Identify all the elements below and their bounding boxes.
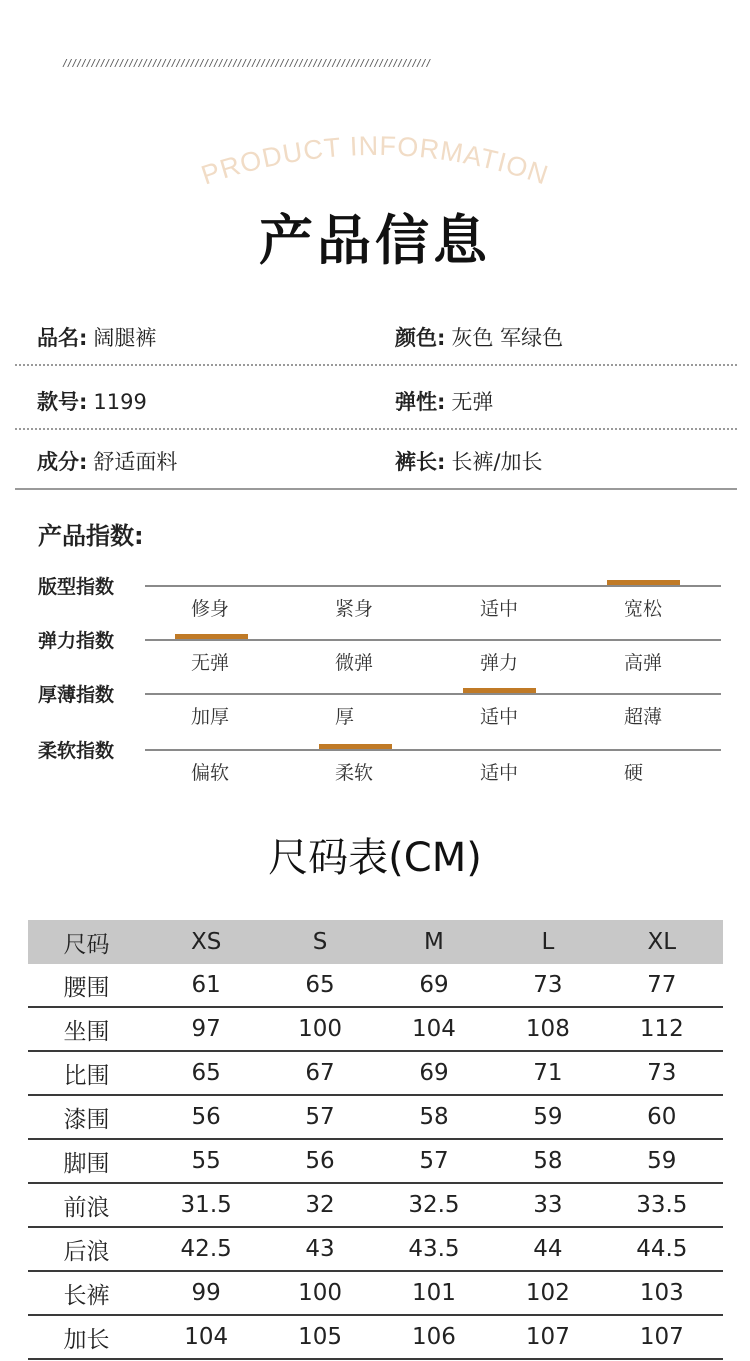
size-value-cell: 33.5 <box>601 1183 723 1227</box>
index-option: 柔软 <box>335 762 374 784</box>
size-value-cell: 112 <box>601 1007 723 1051</box>
table-row <box>28 1315 723 1359</box>
table-row <box>28 1227 723 1271</box>
info-cell <box>395 446 542 476</box>
index-scale-line <box>145 749 721 751</box>
size-value-cell: 44.5 <box>601 1227 723 1271</box>
size-value-cell: 97 <box>145 1007 267 1051</box>
index-option: 修身 <box>191 598 230 620</box>
measurement-name-cell: 脚围 <box>28 1139 145 1183</box>
size-value-cell: 65 <box>267 964 373 1007</box>
index-scale-line <box>145 585 721 587</box>
index-selected-marker <box>319 744 392 749</box>
size-header-cell: XL <box>601 920 723 964</box>
size-header-cell: S <box>267 920 373 964</box>
info-cell <box>37 386 147 416</box>
table-row <box>28 1051 723 1095</box>
index-label: 柔软指数 <box>38 740 115 762</box>
size-value-cell: 56 <box>145 1095 267 1139</box>
index-option: 适中 <box>480 598 519 620</box>
size-value-cell: 56 <box>267 1139 373 1183</box>
index-option: 厚 <box>335 706 355 728</box>
size-header-cell: M <box>373 920 495 964</box>
size-value-cell: 103 <box>601 1271 723 1315</box>
info-key: 裤长: <box>395 450 446 474</box>
decorative-slash-line: ////////////////////////////////////////////////////////////////////////////// <box>62 58 431 69</box>
index-row <box>0 626 750 676</box>
info-row <box>15 366 737 430</box>
info-key: 品名: <box>37 326 88 350</box>
measurement-name-cell: 加长 <box>28 1315 145 1359</box>
info-value: 阔腿裤 <box>93 326 157 350</box>
index-row <box>0 736 750 786</box>
info-cell <box>395 386 493 416</box>
size-value-cell: 65 <box>145 1051 267 1095</box>
size-chart-title: 尺码表(CM) <box>268 835 482 881</box>
index-heading: 产品指数: <box>38 522 144 550</box>
size-value-cell: 43 <box>267 1227 373 1271</box>
table-row <box>28 964 723 1007</box>
size-value-cell: 77 <box>601 964 723 1007</box>
size-value-cell: 104 <box>373 1007 495 1051</box>
size-value-cell: 104 <box>145 1315 267 1359</box>
info-value: 灰色 军绿色 <box>451 326 564 350</box>
index-option: 适中 <box>480 762 519 784</box>
size-value-cell: 100 <box>267 1271 373 1315</box>
size-value-cell: 71 <box>495 1051 601 1095</box>
info-cell <box>37 446 177 476</box>
index-option: 超薄 <box>624 706 663 728</box>
info-cell <box>395 322 563 352</box>
info-row <box>15 426 737 490</box>
size-value-cell: 69 <box>373 1051 495 1095</box>
size-value-cell: 57 <box>373 1139 495 1183</box>
size-header-cell: L <box>495 920 601 964</box>
index-option: 弹力 <box>480 652 519 674</box>
size-value-cell: 42.5 <box>145 1227 267 1271</box>
table-row <box>28 1183 723 1227</box>
size-value-cell: 102 <box>495 1271 601 1315</box>
size-value-cell: 107 <box>495 1315 601 1359</box>
size-value-cell: 44 <box>495 1227 601 1271</box>
index-option: 紧身 <box>335 598 374 620</box>
size-value-cell: 58 <box>495 1139 601 1183</box>
index-option: 偏软 <box>191 762 230 784</box>
info-value: 长裤/加长 <box>451 450 543 474</box>
size-value-cell: 57 <box>267 1095 373 1139</box>
size-value-cell: 32.5 <box>373 1183 495 1227</box>
size-value-cell: 105 <box>267 1315 373 1359</box>
measurement-name-cell: 坐围 <box>28 1007 145 1051</box>
size-value-cell: 106 <box>373 1315 495 1359</box>
measurement-name-cell: 前浪 <box>28 1183 145 1227</box>
info-value: 1199 <box>93 390 147 414</box>
table-row <box>28 1139 723 1183</box>
size-value-cell: 69 <box>373 964 495 1007</box>
size-value-cell: 67 <box>267 1051 373 1095</box>
index-scale-line <box>145 639 721 641</box>
size-value-cell: 100 <box>267 1007 373 1051</box>
measurement-name-cell: 比围 <box>28 1051 145 1095</box>
index-selected-marker <box>607 580 680 585</box>
size-value-cell: 58 <box>373 1095 495 1139</box>
index-option: 加厚 <box>191 706 230 728</box>
size-value-cell: 101 <box>373 1271 495 1315</box>
index-selected-marker <box>175 634 248 639</box>
index-label: 版型指数 <box>38 576 115 598</box>
index-option: 宽松 <box>624 598 663 620</box>
info-cell <box>37 322 156 352</box>
index-option: 适中 <box>480 706 519 728</box>
page-title: 产品信息 <box>259 209 491 272</box>
index-label: 厚薄指数 <box>38 684 115 706</box>
subtitle-text: PRODUCT INFORMATION <box>197 130 553 191</box>
size-value-cell: 33 <box>495 1183 601 1227</box>
size-chart-table <box>28 920 723 1360</box>
size-value-cell: 55 <box>145 1139 267 1183</box>
info-key: 款号: <box>37 390 88 414</box>
index-selected-marker <box>463 688 536 693</box>
index-label: 弹力指数 <box>38 630 115 652</box>
size-value-cell: 107 <box>601 1315 723 1359</box>
size-value-cell: 108 <box>495 1007 601 1051</box>
index-option: 微弹 <box>335 652 374 674</box>
size-value-cell: 43.5 <box>373 1227 495 1271</box>
size-value-cell: 59 <box>495 1095 601 1139</box>
info-key: 成分: <box>37 450 88 474</box>
info-value: 无弹 <box>451 390 494 414</box>
table-row <box>28 1007 723 1051</box>
info-key: 弹性: <box>395 390 446 414</box>
index-row <box>0 572 750 622</box>
index-option: 高弹 <box>624 652 663 674</box>
size-value-cell: 73 <box>601 1051 723 1095</box>
info-value: 舒适面料 <box>93 450 178 474</box>
measurement-name-cell: 漆围 <box>28 1095 145 1139</box>
info-key: 颜色: <box>395 326 446 350</box>
size-value-cell: 99 <box>145 1271 267 1315</box>
table-row <box>28 1095 723 1139</box>
size-value-cell: 59 <box>601 1139 723 1183</box>
info-row <box>15 302 737 366</box>
index-option: 硬 <box>624 762 644 784</box>
index-scale-line <box>145 693 721 695</box>
size-header-cell: 尺码 <box>28 920 145 964</box>
size-value-cell: 32 <box>267 1183 373 1227</box>
measurement-name-cell: 长裤 <box>28 1271 145 1315</box>
index-row <box>0 680 750 730</box>
size-value-cell: 61 <box>145 964 267 1007</box>
measurement-name-cell: 后浪 <box>28 1227 145 1271</box>
index-option: 无弹 <box>191 652 230 674</box>
size-value-cell: 60 <box>601 1095 723 1139</box>
size-value-cell: 73 <box>495 964 601 1007</box>
size-header-cell: XS <box>145 920 267 964</box>
size-table-header-row <box>28 920 723 964</box>
measurement-name-cell: 腰围 <box>28 964 145 1007</box>
size-value-cell: 31.5 <box>145 1183 267 1227</box>
table-row <box>28 1271 723 1315</box>
